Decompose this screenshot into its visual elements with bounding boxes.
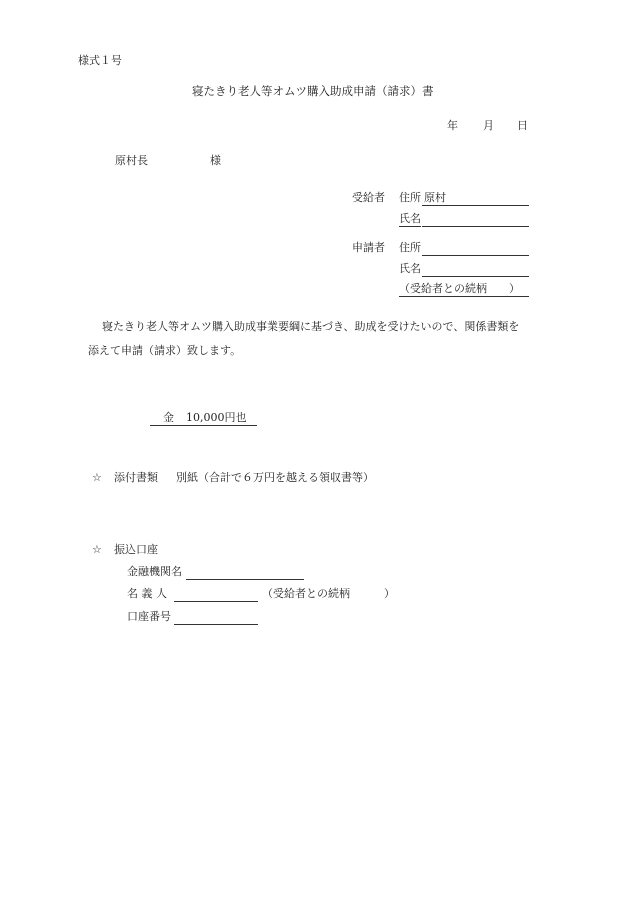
recipient-label: 受給者 [352,191,385,204]
account-number-label: 口座番号 [127,610,171,623]
bank-name-label: 金融機関名 [127,565,182,578]
applicant-relation[interactable]: （受給者との続柄 ） [399,282,529,297]
star-icon: ☆ [92,471,102,484]
applicant-name-label: 氏名 [399,262,421,275]
holder-relation-label: （受給者との続柄 [262,587,350,600]
body-line-2: 添えて申請（請求）致します。 [88,344,242,357]
form-number: 様式１号 [78,54,122,67]
transfer-label: 振込口座 [114,543,158,556]
addressee-name: 原村長 [115,154,148,167]
amount-value: 10,000円也 [186,411,247,424]
form-title: 寝たきり老人等オムツ購入助成申請（請求）書 [192,84,434,98]
amount-line [150,411,257,426]
attachments-label: 添付書類 [114,471,158,484]
date-month: 月 [483,119,494,132]
applicant-address-label: 住所 [399,241,421,254]
body-line-1: 寝たきり老人等オムツ購入助成事業要綱に基づき、助成を受けたいので、関係書類を [102,320,520,333]
addressee-honorific: 様 [210,154,221,167]
applicant-label: 申請者 [352,241,385,254]
recipient-address-label: 住所 [399,191,421,204]
date-day: 日 [517,119,528,132]
recipient-address-value: 原村 [424,191,446,204]
account-holder-label: 名 義 人 [127,587,167,600]
recipient-name-label: 氏名 [399,212,421,225]
date-year: 年 [447,119,458,132]
bank-name-field[interactable] [186,565,304,580]
applicant-name-field[interactable] [422,262,529,277]
account-number-field[interactable] [174,610,258,625]
recipient-name-field[interactable] [422,212,529,227]
attachments-value: 別紙（合計で６万円を越える領収書等） [176,471,374,484]
amount-prefix: 金 [163,411,174,424]
account-holder-field[interactable] [174,587,258,602]
applicant-address-field[interactable] [422,241,529,256]
recipient-address-field[interactable] [422,191,529,206]
holder-relation-close: ） [384,587,395,600]
star-icon: ☆ [92,543,102,556]
